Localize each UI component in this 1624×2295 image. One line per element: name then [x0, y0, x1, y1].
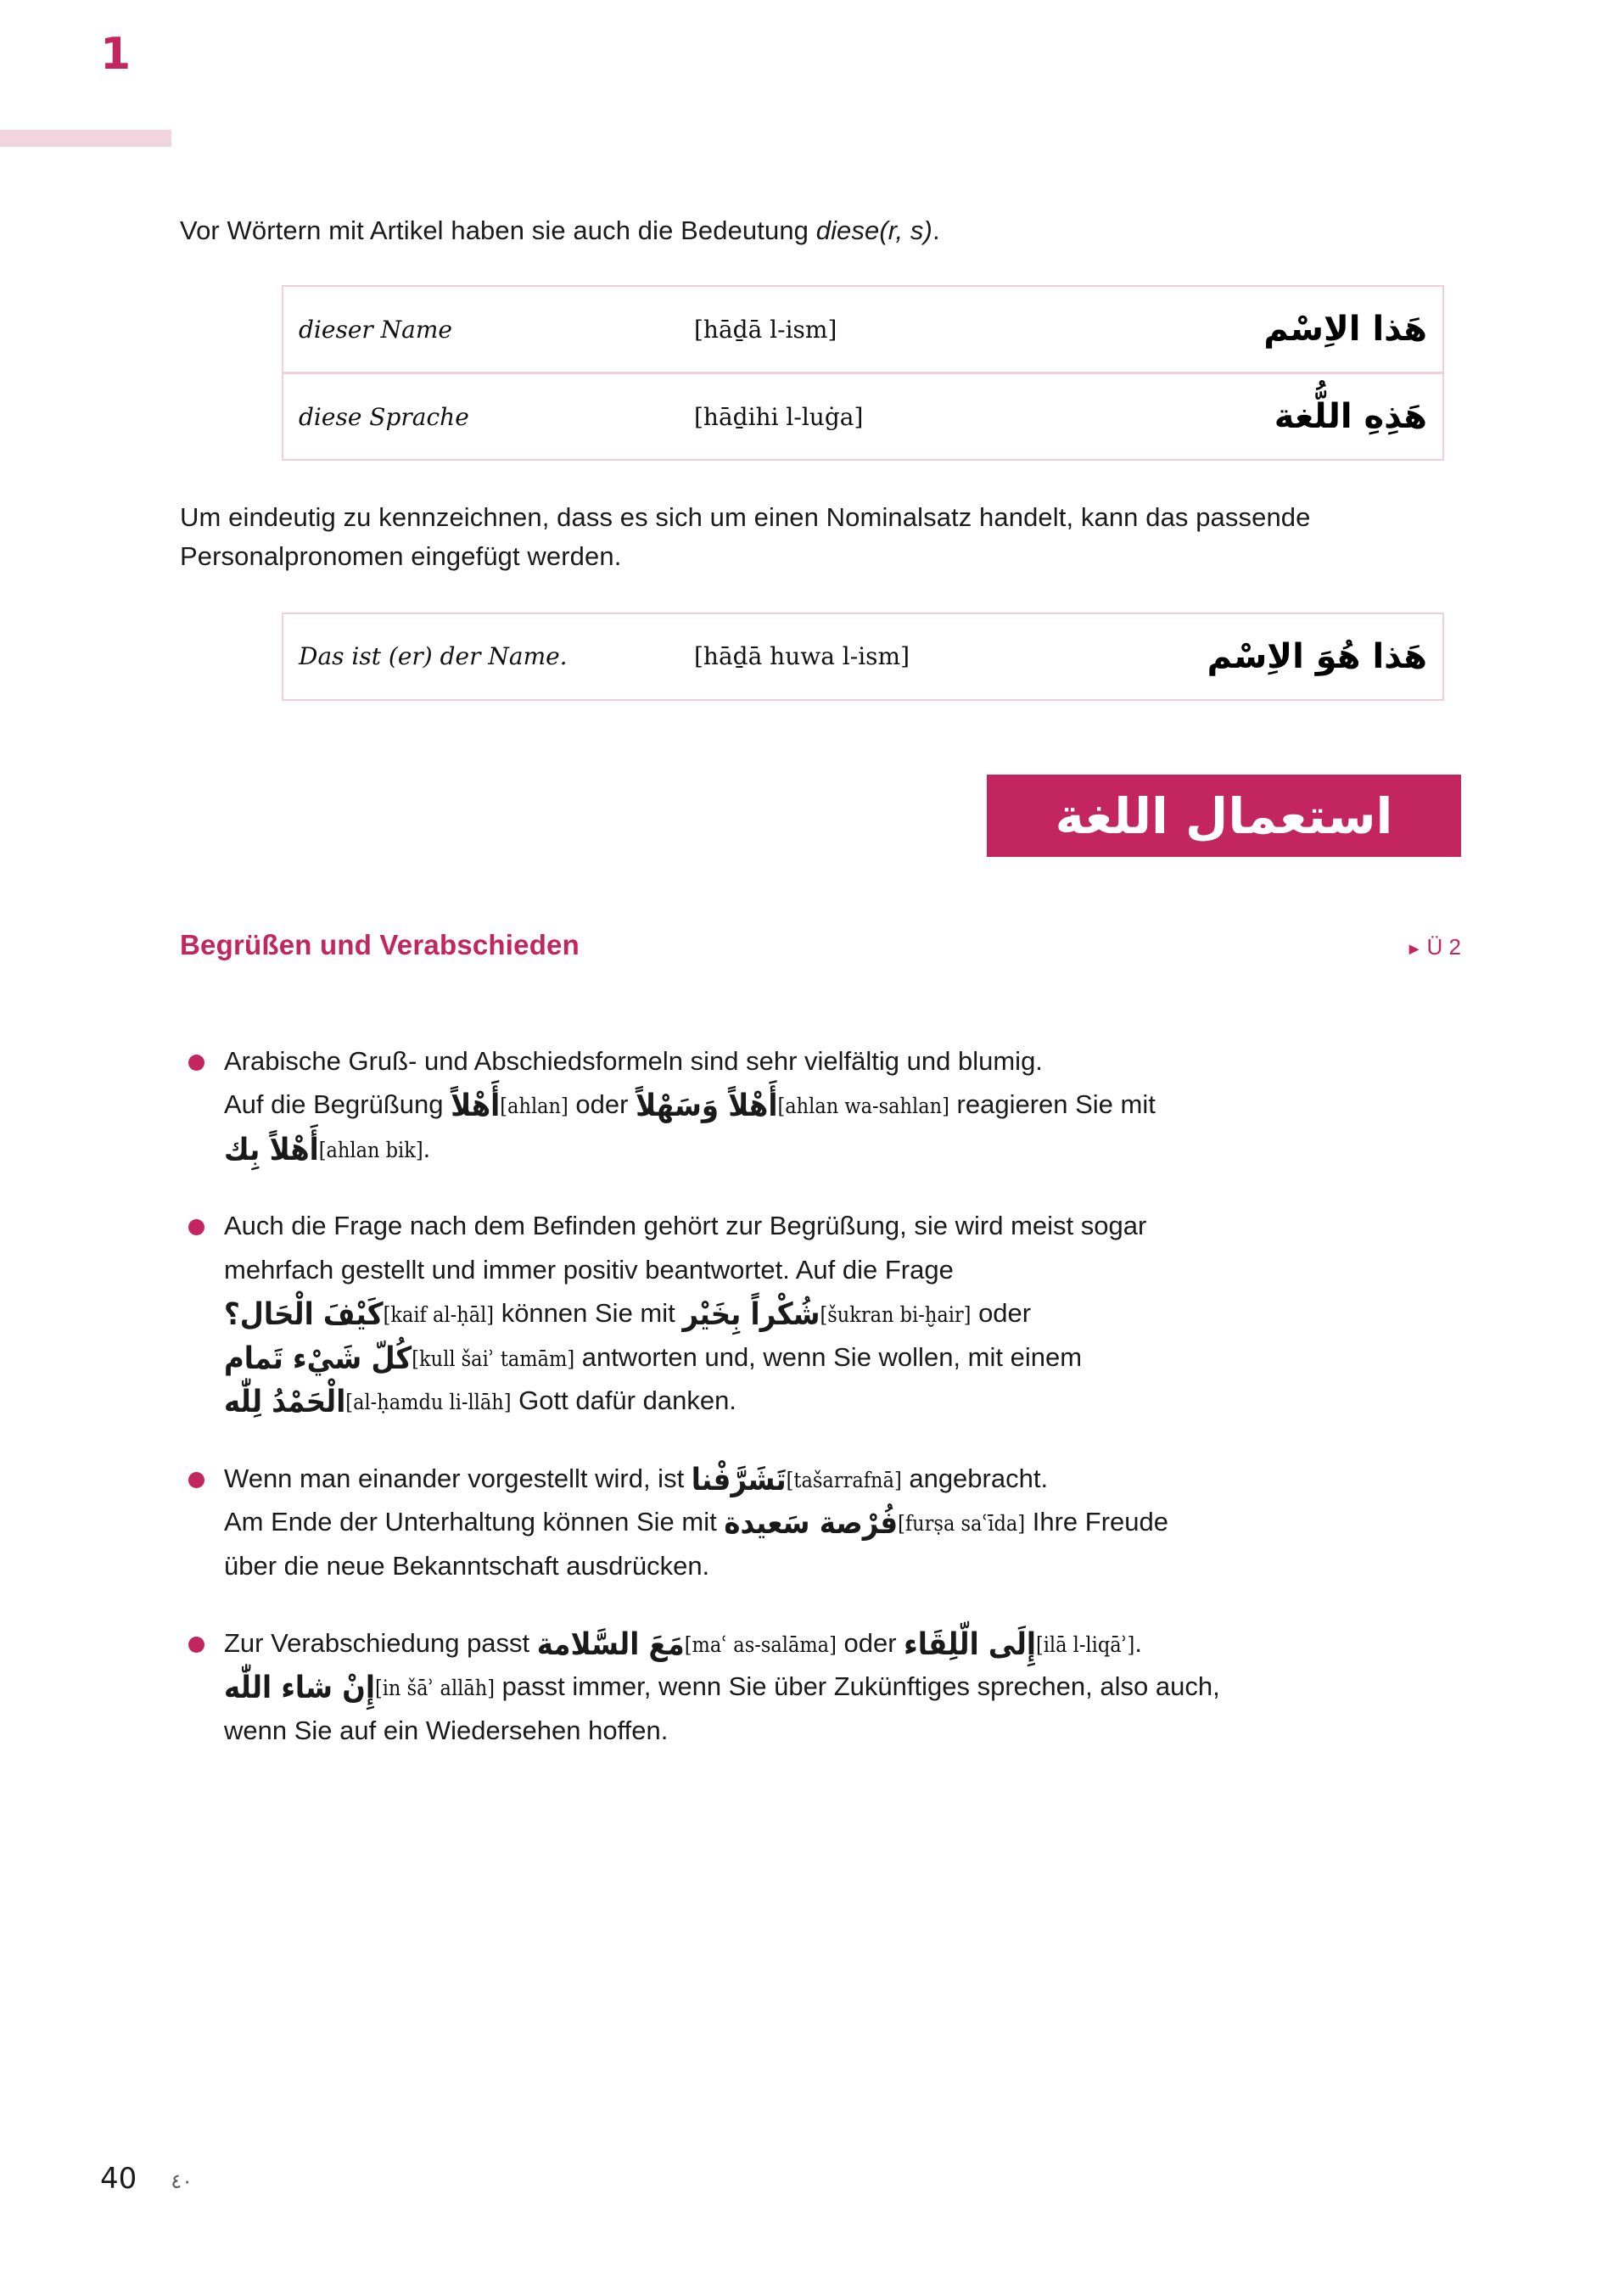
- bullet-line: [224, 1335, 1470, 1379]
- german-text: mehrfach gestellt und immer positiv beantwortet. Auf die Frage: [224, 1254, 954, 1285]
- transliteration: [šukran bi-ḫair]: [820, 1302, 972, 1328]
- transliteration: [in šāʾ allāh]: [374, 1676, 496, 1701]
- section-title: Begrüßen und Verabschieden: [180, 929, 580, 960]
- arabic-phrase: كُلّ شَيْء تَمام: [224, 1341, 412, 1376]
- arabic-phrase: الْحَمْدُ لِلّٰه: [224, 1385, 346, 1420]
- table-row: [283, 286, 1443, 373]
- section-banner-arabic: [987, 775, 1461, 857]
- transliteration: [al-ḥamdu li-llāh]: [345, 1390, 512, 1415]
- bullet-line: [224, 1709, 1470, 1752]
- german-text: Auf die Begrüßung: [224, 1089, 451, 1120]
- german-text: .: [423, 1133, 431, 1163]
- exercise-reference-label: Ü 2: [1426, 934, 1461, 960]
- chapter-number: 1: [100, 29, 131, 80]
- bullet-line: [224, 1457, 1470, 1500]
- chapter-rule: [0, 130, 171, 147]
- banner-arabic-text: استعمال اللغة: [1055, 786, 1393, 845]
- cell-german: diese Sprache: [283, 373, 679, 461]
- intro-text-before: Vor Wörtern mit Artikel haben sie auch die Bedeutung: [180, 216, 816, 245]
- german-text: antworten und, wenn Sie wollen, mit einem: [574, 1341, 1083, 1372]
- arabic-phrase: إِلَى الّلِقَاء: [904, 1626, 1036, 1662]
- german-text: Gott dafür danken.: [511, 1385, 736, 1416]
- cell-arabic: هَذا الاِسْم: [1263, 310, 1427, 350]
- german-text: passt immer, wenn Sie über Zukünftiges sprechen, also auch,: [495, 1671, 1220, 1702]
- german-text: oder: [971, 1298, 1032, 1329]
- arabic-phrase: تَشَرَّفْنا: [691, 1462, 787, 1497]
- transliteration: [furṣa saʿīda]: [898, 1511, 1026, 1537]
- bullet-line: [224, 1544, 1470, 1587]
- german-text: können Sie mit: [494, 1298, 683, 1329]
- arabic-phrase: أَهْلاً بِك: [224, 1132, 319, 1167]
- intro-paragraph: [180, 211, 1461, 249]
- bullet-dot-icon: [188, 1055, 204, 1071]
- bullet-item: [180, 1204, 1470, 1422]
- german-text: oder: [836, 1627, 904, 1658]
- table-demonstratives: [282, 285, 1444, 461]
- arabic-phrase: أَهْلاً: [451, 1089, 501, 1124]
- german-text: Auch die Frage nach dem Befinden gehört zur Begrüßung, sie wird meist sogar: [224, 1211, 1147, 1241]
- cell-translit: [hāḏihi l-luġa]: [679, 373, 1091, 461]
- transliteration: [ahlan bik]: [318, 1137, 423, 1162]
- transliteration: [kaif al-ḥāl]: [383, 1302, 495, 1328]
- arabic-phrase: أَهْلاً وَسَهْلاً: [636, 1089, 778, 1124]
- german-text: .: [1134, 1627, 1142, 1658]
- bullet-dot-icon: [188, 1472, 204, 1488]
- transliteration: [kull šaiʾ tamām]: [412, 1346, 575, 1371]
- bullet-line: [224, 1204, 1470, 1247]
- intro-emphasis: diese(r, s): [815, 216, 932, 245]
- transliteration: [maʿ as-salāma]: [684, 1632, 837, 1657]
- cell-translit: [hāḏā l-ism]: [694, 315, 837, 344]
- german-text: Zur Verabschiedung passt: [224, 1627, 537, 1658]
- transliteration: [ilā l-liqāʾ]: [1035, 1632, 1135, 1657]
- table-row: [283, 373, 1443, 461]
- section-header: [180, 929, 1461, 961]
- german-text: wenn Sie auf ein Wiedersehen hoffen.: [224, 1715, 669, 1745]
- page-footer: [100, 2162, 193, 2196]
- bullet-line: [224, 1665, 1470, 1708]
- german-text: Ihre Freude: [1025, 1507, 1168, 1537]
- page-number-latin: 40: [100, 2162, 137, 2196]
- bullet-line: [224, 1621, 1470, 1665]
- cell-arabic: هَذِهِ اللُّغة: [1091, 373, 1443, 461]
- paragraph-nominalsatz: Um eindeutig zu kennzeichnen, dass es sich um einen Nominalsatz handelt, kann das passende Personalpronomen eingefügt werden.: [180, 502, 1311, 571]
- cell-german: dieser Name: [299, 315, 452, 344]
- bullet-line: [224, 1500, 1470, 1543]
- bullet-line: [224, 1379, 1470, 1422]
- german-text: oder: [568, 1089, 636, 1120]
- german-text: Wenn man einander vorgestellt wird, ist: [224, 1463, 692, 1493]
- table-row: [283, 613, 1443, 700]
- bullet-dot-icon: [188, 1637, 204, 1653]
- cell-arabic: هَذا هُوَ الاِسْم: [1207, 636, 1427, 676]
- bullet-line: [224, 1083, 1470, 1126]
- german-text: über die neue Bekanntschaft ausdrücken.: [224, 1550, 710, 1581]
- bullet-dot-icon: [188, 1219, 204, 1235]
- arabic-phrase: كَيْفَ الْحَال؟: [224, 1297, 384, 1333]
- exercise-reference[interactable]: [1406, 934, 1461, 960]
- german-text: Arabische Gruß- und Abschiedsformeln sind sehr vielfältig und blumig.: [224, 1046, 1043, 1076]
- german-text: reagieren Sie mit: [949, 1089, 1156, 1120]
- bullet-line: [224, 1127, 1470, 1170]
- cell-german: Das ist (er) der Name.: [299, 642, 568, 671]
- arabic-phrase: إِنْ شاء اللّٰه: [224, 1671, 375, 1706]
- bullet-line: [224, 1039, 1470, 1083]
- table-nominalsatz: [282, 613, 1444, 701]
- bullet-item: [180, 1039, 1470, 1170]
- transliteration: [ahlan wa-sahlan]: [777, 1094, 949, 1119]
- arabic-phrase: فُرْصة سَعيدة: [724, 1506, 899, 1542]
- cell-translit: [hāḏā huwa l-ism]: [694, 642, 910, 671]
- arabic-phrase: شُكْراً بِخَيْر: [682, 1297, 820, 1333]
- arabic-phrase: مَعَ السَّلامة: [536, 1626, 685, 1662]
- transliteration: [tašarrafnā]: [786, 1467, 902, 1492]
- german-text: Am Ende der Unterhaltung können Sie mit: [224, 1507, 725, 1537]
- arrow-right-icon: ►: [1405, 940, 1423, 959]
- page-content: [180, 185, 1461, 701]
- page-number-arabic: ٤٠: [171, 2169, 193, 2193]
- bullet-item: [180, 1621, 1470, 1752]
- bullet-list: [180, 1039, 1470, 1786]
- bullet-line: [224, 1248, 1470, 1291]
- bullet-line: [224, 1291, 1470, 1335]
- german-text: angebracht.: [901, 1463, 1049, 1493]
- bullet-item: [180, 1457, 1470, 1587]
- intro-text-after: .: [932, 216, 940, 245]
- transliteration: [ahlan]: [500, 1094, 568, 1119]
